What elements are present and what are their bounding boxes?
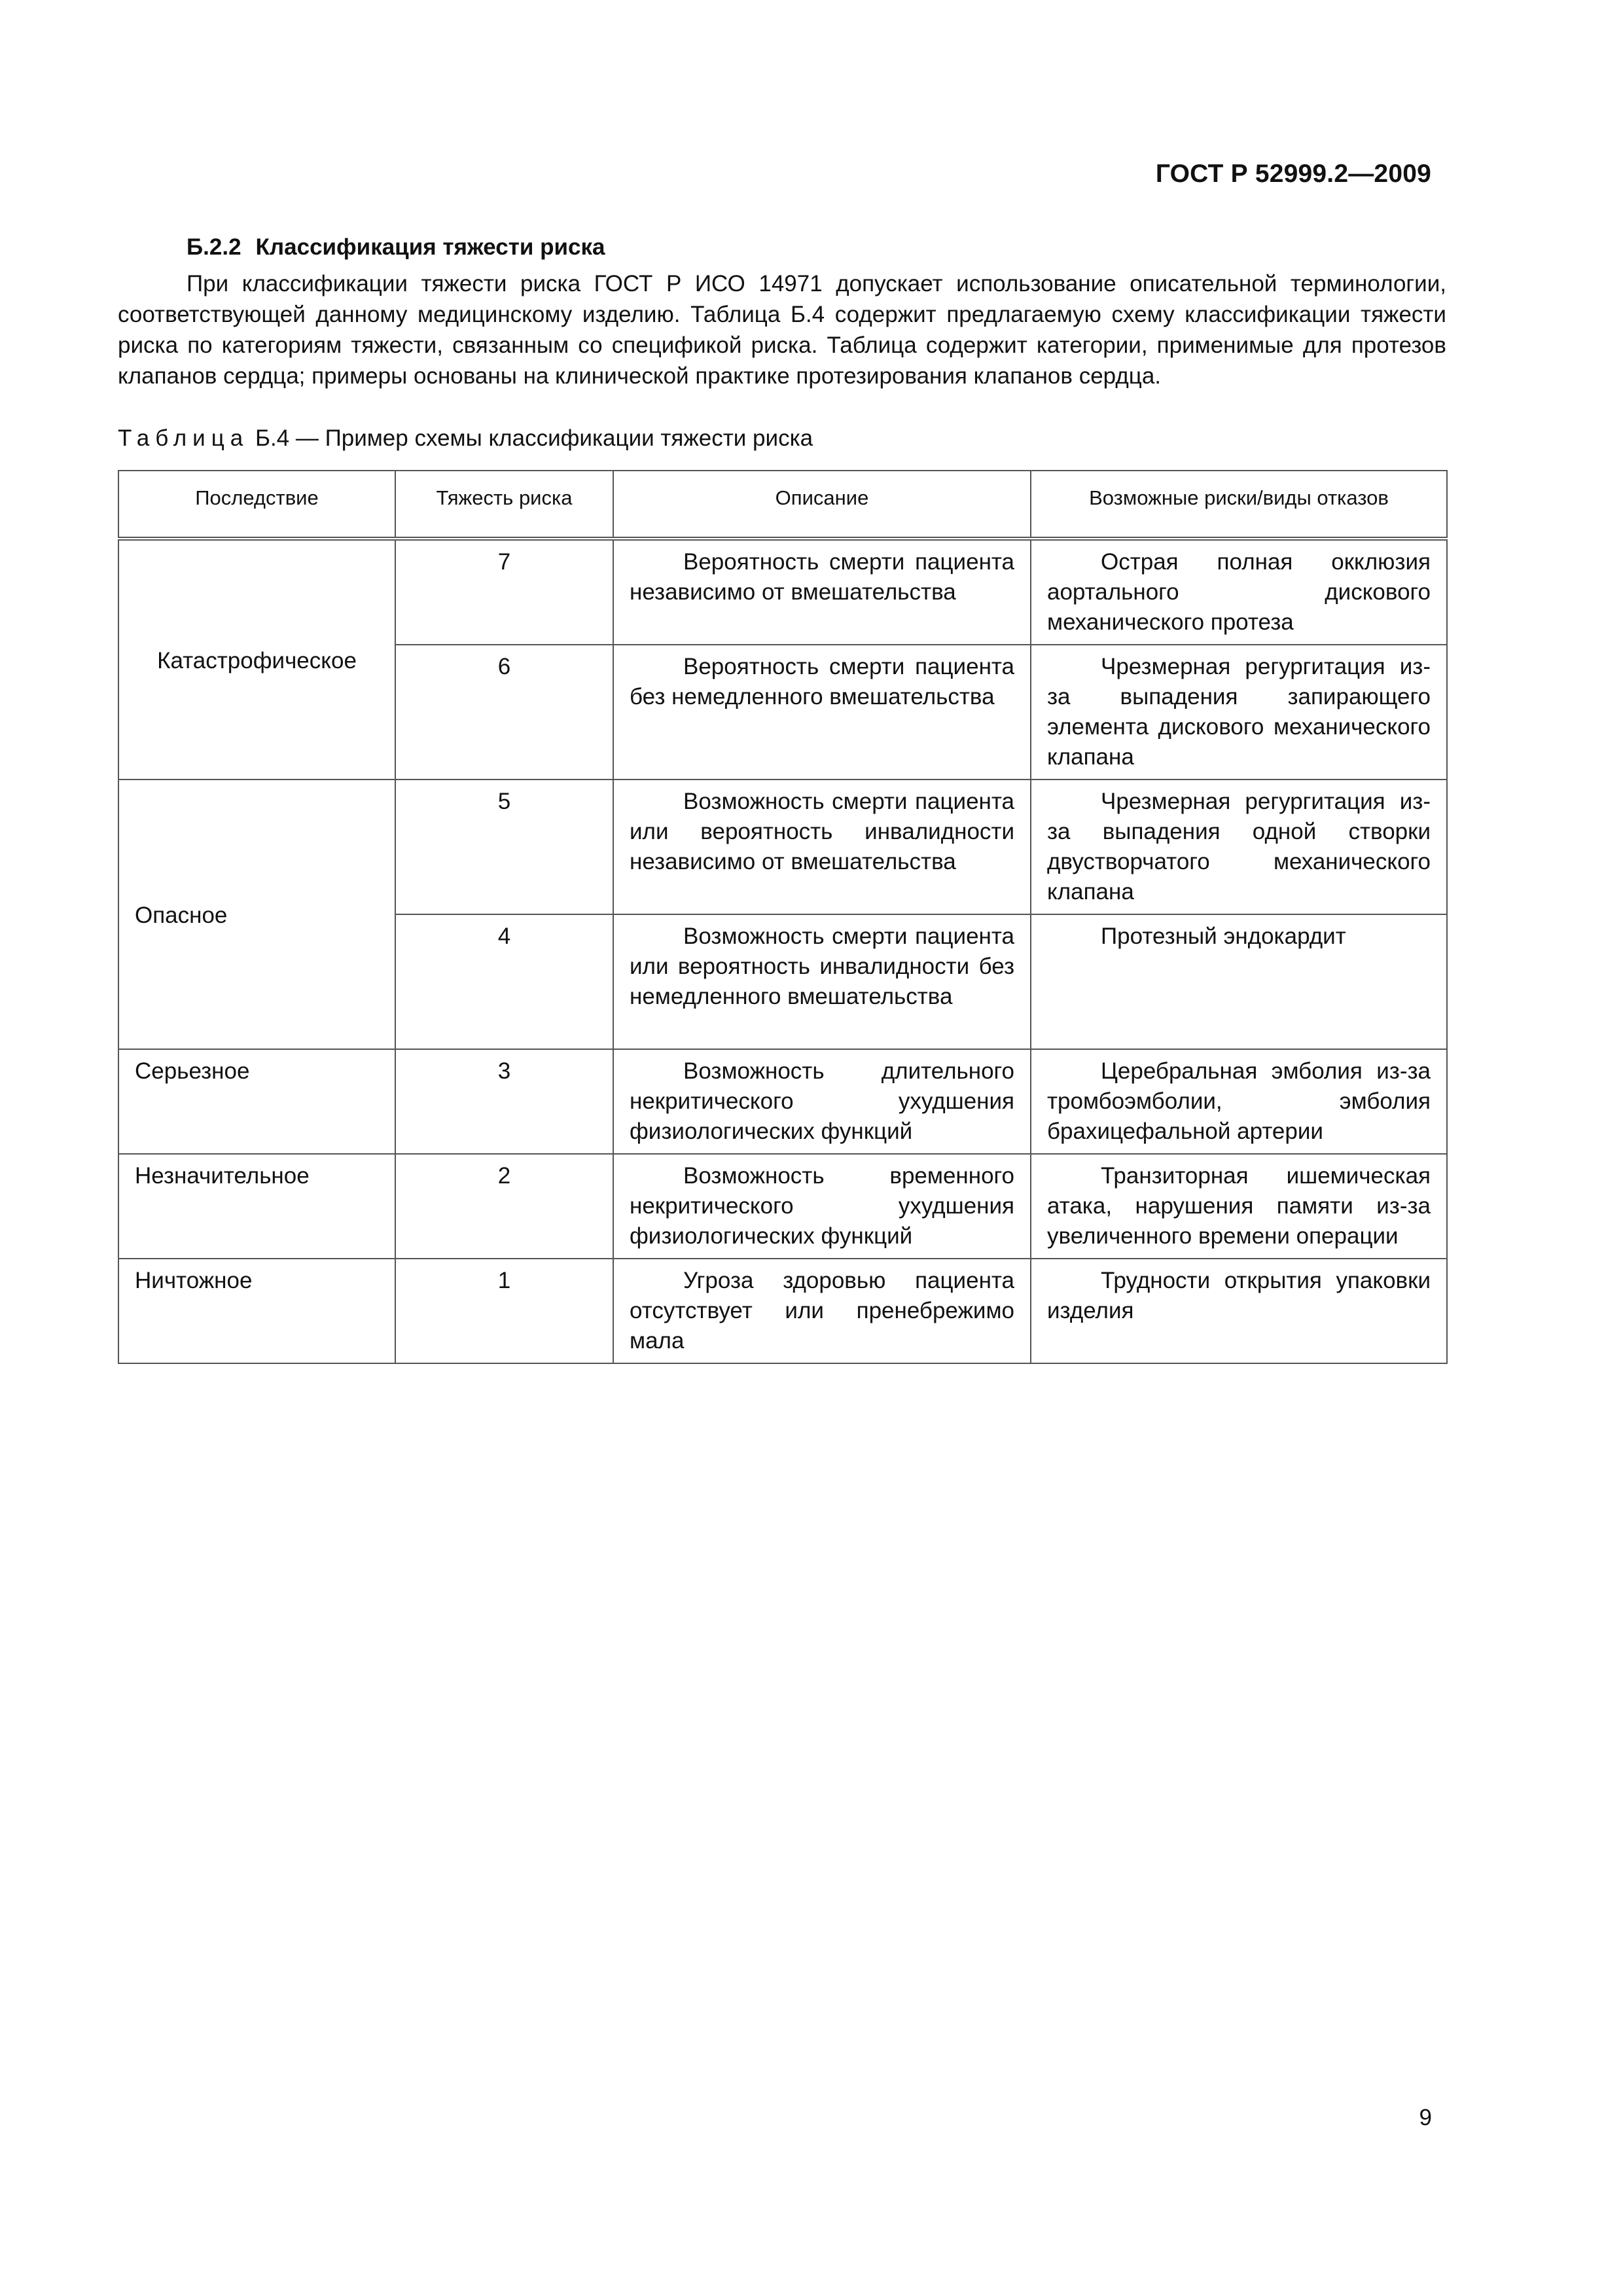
section-title: Классификация тяжести риска [255,234,605,260]
risks-cell: Церебральная эмболия из-за тромбоэмболии, эмболия брахицефальной артерии [1031,1049,1447,1154]
table-row [118,539,1447,645]
risks-cell: Чрезмерная регургитация из-за выпадения запирающего элемента дискового механического клапана [1031,645,1447,780]
table-row [118,1259,1447,1363]
risks-cell: Чрезмерная регургитация из-за выпадения одной створки двустворчатого механического клапана [1031,780,1447,914]
consequence-cell: Серьезное [118,1049,395,1154]
table-row [118,780,1447,914]
table-caption [118,425,813,452]
risks-cell: Острая полная окклюзия аортального дискового механического протеза [1031,539,1447,645]
severity-cell: 3 [395,1049,613,1154]
description-cell: Вероятность смерти пациента независимо от вмешательства [613,539,1031,645]
description-cell: Возможность временного некритического ухудшения физиологических функций [613,1154,1031,1259]
table-row [118,1154,1447,1259]
description-cell: Угроза здоровью пациента отсутствует или пренебрежимо мала [613,1259,1031,1363]
severity-cell: 7 [395,539,613,645]
description-cell: Возможность длительного некритического ухудшения физиологических функций [613,1049,1031,1154]
table-header-row [118,471,1447,539]
consequence-cell: Катастрофическое [118,539,395,780]
severity-cell: 6 [395,645,613,780]
consequence-cell: Ничтожное [118,1259,395,1363]
document-code: ГОСТ Р 52999.2—2009 [1155,160,1431,188]
table-caption-word: Таблица [118,425,249,451]
page-number: 9 [1419,2105,1432,2130]
header-risks: Возможные риски/виды отказов [1031,471,1447,539]
severity-cell: 2 [395,1154,613,1259]
description-cell: Возможность смерти пациента или вероятность инвалидности без немедленного вмешательства [613,914,1031,1049]
table-caption-text: Б.4 — Пример схемы классификации тяжести риска [255,425,813,451]
table-row [118,1049,1447,1154]
severity-cell: 4 [395,914,613,1049]
risk-severity-table [118,470,1448,1364]
severity-cell: 5 [395,780,613,914]
risks-cell: Трудности открытия упаковки изделия [1031,1259,1447,1363]
risks-cell: Протезный эндокардит [1031,914,1447,1049]
header-consequence: Последствие [118,471,395,539]
description-cell: Возможность смерти пациента или вероятность инвалидности независимо от вмешательства [613,780,1031,914]
section-body [118,268,1446,391]
consequence-cell: Опасное [118,780,395,1049]
header-description: Описание [613,471,1031,539]
section-number: Б.2.2 [187,234,241,260]
risks-cell: Транзиторная ишемическая атака, нарушения памяти из-за увеличенного времени операции [1031,1154,1447,1259]
severity-cell: 1 [395,1259,613,1363]
description-cell: Вероятность смерти пациента без немедленного вмешательства [613,645,1031,780]
header-severity: Тяжесть риска [395,471,613,539]
consequence-cell: Незначительное [118,1154,395,1259]
section-heading [187,234,605,260]
body-paragraph: При классификации тяжести риска ГОСТ Р ИСО 14971 допускает использование описательной терминологии, соответствующей данному медицинскому изделию. Таблица Б.4 содержит предлагаемую схему классификации тяжести риска по категориям тяжести, связанным со спецификой риска. Таблица содержит категории, применимые для протезов клапанов сердца; примеры основаны на клинической практике протезирования клапанов сердца. [118,271,1446,389]
